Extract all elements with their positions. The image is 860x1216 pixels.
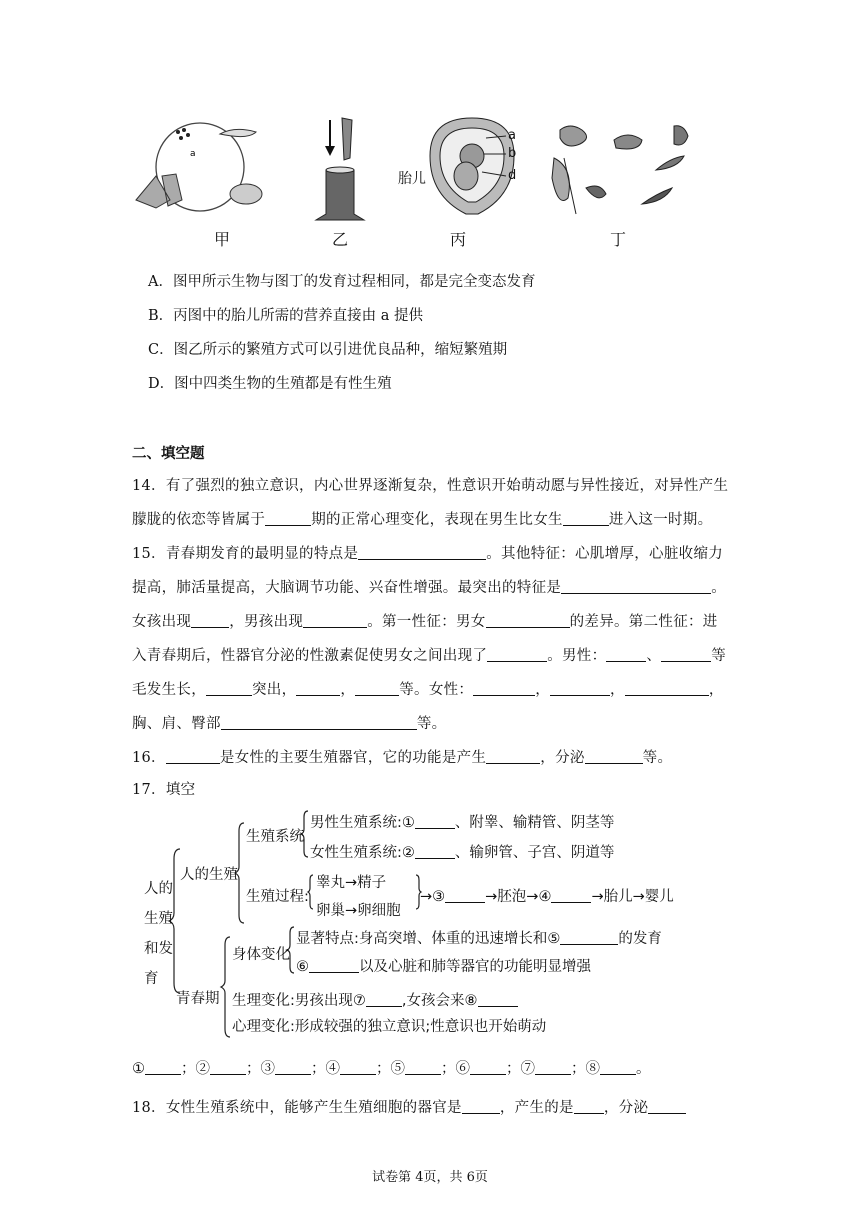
blank[interactable] <box>445 888 485 903</box>
q15-line1: 15．青春期发育的最明显的特点是 。其他特征：心肌增厚，心脏收缩力 <box>132 546 724 562</box>
blank[interactable] <box>563 511 609 526</box>
root-l4: 育 <box>144 971 159 987</box>
blank[interactable] <box>470 1060 506 1075</box>
q15-line3: 女孩出现 ，男孩出现 。第一性征：男女 的差异。第二性征：进 <box>132 614 718 630</box>
blank[interactable] <box>366 992 402 1007</box>
q18-line: 18．女性生殖系统中，能够产生生殖细胞的器官是 ，产生的是 ，分泌 <box>132 1096 686 1117</box>
blank[interactable] <box>487 647 547 662</box>
blank[interactable] <box>600 1060 636 1075</box>
body-change: 身体变化 <box>232 947 290 963</box>
blank[interactable] <box>145 1060 181 1075</box>
blank[interactable] <box>574 1099 604 1114</box>
blank[interactable] <box>210 1060 246 1075</box>
q16-line: 16． 是女性的主要生殖器官，它的功能是产生 ，分泌 等。 <box>132 750 673 766</box>
blank[interactable] <box>415 844 455 859</box>
svg-text:a: a <box>190 149 196 159</box>
blank[interactable] <box>221 715 417 730</box>
ovary-line: 卵巢→卵细胞 <box>316 903 401 919</box>
q17-answers: ① ；② ；③ ；④ ；⑤ ；⑥ ；⑦ ；⑧ 。 <box>132 1061 651 1077</box>
q15-line2: 提高，肺活量提高，大脑调节功能、兴奋性增强。最突出的特征是 。 <box>132 580 727 596</box>
option-d: D．图中四类生物的生殖都是有性生殖 <box>148 376 392 392</box>
q15-line4: 入青春期后，性器官分泌的性激素促使男女之间出现了 。男性： 、 等 <box>132 648 727 664</box>
blank[interactable] <box>606 647 646 662</box>
blank[interactable] <box>648 1099 686 1114</box>
notable-line: 显著特点:身高突增、体重的迅速增长和⑤ 的发育 <box>296 931 662 947</box>
repro-system: 生殖系统 <box>246 829 304 845</box>
blank[interactable] <box>340 1060 376 1075</box>
label-d: d <box>508 168 517 183</box>
blank[interactable] <box>625 681 709 696</box>
blank[interactable] <box>561 579 711 594</box>
grafting-figure <box>308 112 378 222</box>
physio-line: 生理变化:男孩出现⑦ ,女孩会来⑧ <box>232 989 518 1010</box>
concept-tree <box>130 803 720 1043</box>
option-a: A．图甲所示生物与图丁的发育过程相同，都是完全变态发育 <box>148 274 536 290</box>
process-chain: →③ →胚泡→④ →胎儿→婴儿 <box>420 889 674 905</box>
blank[interactable] <box>478 992 518 1007</box>
blank[interactable] <box>661 647 711 662</box>
blank[interactable] <box>296 681 340 696</box>
blank[interactable] <box>473 681 535 696</box>
page-footer: 试卷第 4页，共 6页 <box>372 1170 488 1185</box>
caption-ding: 丁 <box>610 230 627 249</box>
blank[interactable] <box>206 681 252 696</box>
blank[interactable] <box>405 1060 441 1075</box>
label-fetus: 胎儿 <box>398 171 426 187</box>
q14-line1: 14．有了强烈的独立意识，内心世界逐渐复杂，性意识开始萌动愿与异性接近，对异性产生 <box>132 478 729 494</box>
caption-bing: 丙 <box>450 230 467 249</box>
option-b: B．丙图中的胎儿所需的营养直接由 a 提供 <box>148 308 424 324</box>
blank[interactable] <box>535 1060 571 1075</box>
blank[interactable] <box>309 958 359 973</box>
q15-line6: 胸、肩、臀部 等。 <box>132 716 447 732</box>
blank[interactable] <box>265 511 311 526</box>
blank[interactable] <box>191 613 229 628</box>
six-line: ⑥ 以及心脏和肺等器官的功能明显增强 <box>296 959 591 975</box>
q14-line2: 朦胧的依恋等皆属于 期的正常心理变化，表现在男生比女生 进入这一时期。 <box>132 512 713 528</box>
option-c: C．图乙所示的繁殖方式可以引进优良品种，缩短繁殖期 <box>148 342 508 358</box>
testis-line: 睾丸→精子 <box>316 875 387 891</box>
blank[interactable] <box>551 888 591 903</box>
label-a: a <box>508 128 516 143</box>
blank[interactable] <box>358 545 486 560</box>
caption-jia: 甲 <box>214 230 231 249</box>
section-title: 二、填空题 <box>132 446 205 462</box>
blank[interactable] <box>486 613 570 628</box>
root-l1: 人的 <box>144 881 173 897</box>
blank[interactable] <box>550 681 610 696</box>
human-repro: 人的生殖 <box>180 867 238 883</box>
puberty: 青春期 <box>176 991 220 1007</box>
root-l2: 生殖 <box>144 911 173 927</box>
blank[interactable] <box>462 1099 500 1114</box>
blank[interactable] <box>560 930 618 945</box>
blank[interactable] <box>275 1060 311 1075</box>
blank[interactable] <box>585 749 643 764</box>
moth-lifecycle-figure <box>128 112 268 222</box>
label-b: b <box>508 146 517 161</box>
psych-line: 心理变化:形成较强的独立意识;性意识也开始萌动 <box>232 1019 547 1035</box>
blank[interactable] <box>166 749 220 764</box>
blank[interactable] <box>303 613 367 628</box>
repro-process: 生殖过程: <box>246 889 309 905</box>
blank[interactable] <box>355 681 399 696</box>
female-system: 女性生殖系统:② 、输卵管、子宫、阴道等 <box>310 845 615 861</box>
blank[interactable] <box>415 814 455 829</box>
root-l3: 和发 <box>144 941 173 957</box>
blank[interactable] <box>486 749 540 764</box>
male-system: 男性生殖系统:① 、附睾、输精管、阴茎等 <box>310 815 615 831</box>
q17-title: 17．填空 <box>132 782 196 798</box>
q15-line5: 毛发生长， 突出， ， 等。女性： ， ， ， <box>132 682 724 698</box>
figure-strip <box>128 112 728 252</box>
caption-yi: 乙 <box>332 230 349 249</box>
frog-metamorphosis-figure <box>546 118 706 222</box>
